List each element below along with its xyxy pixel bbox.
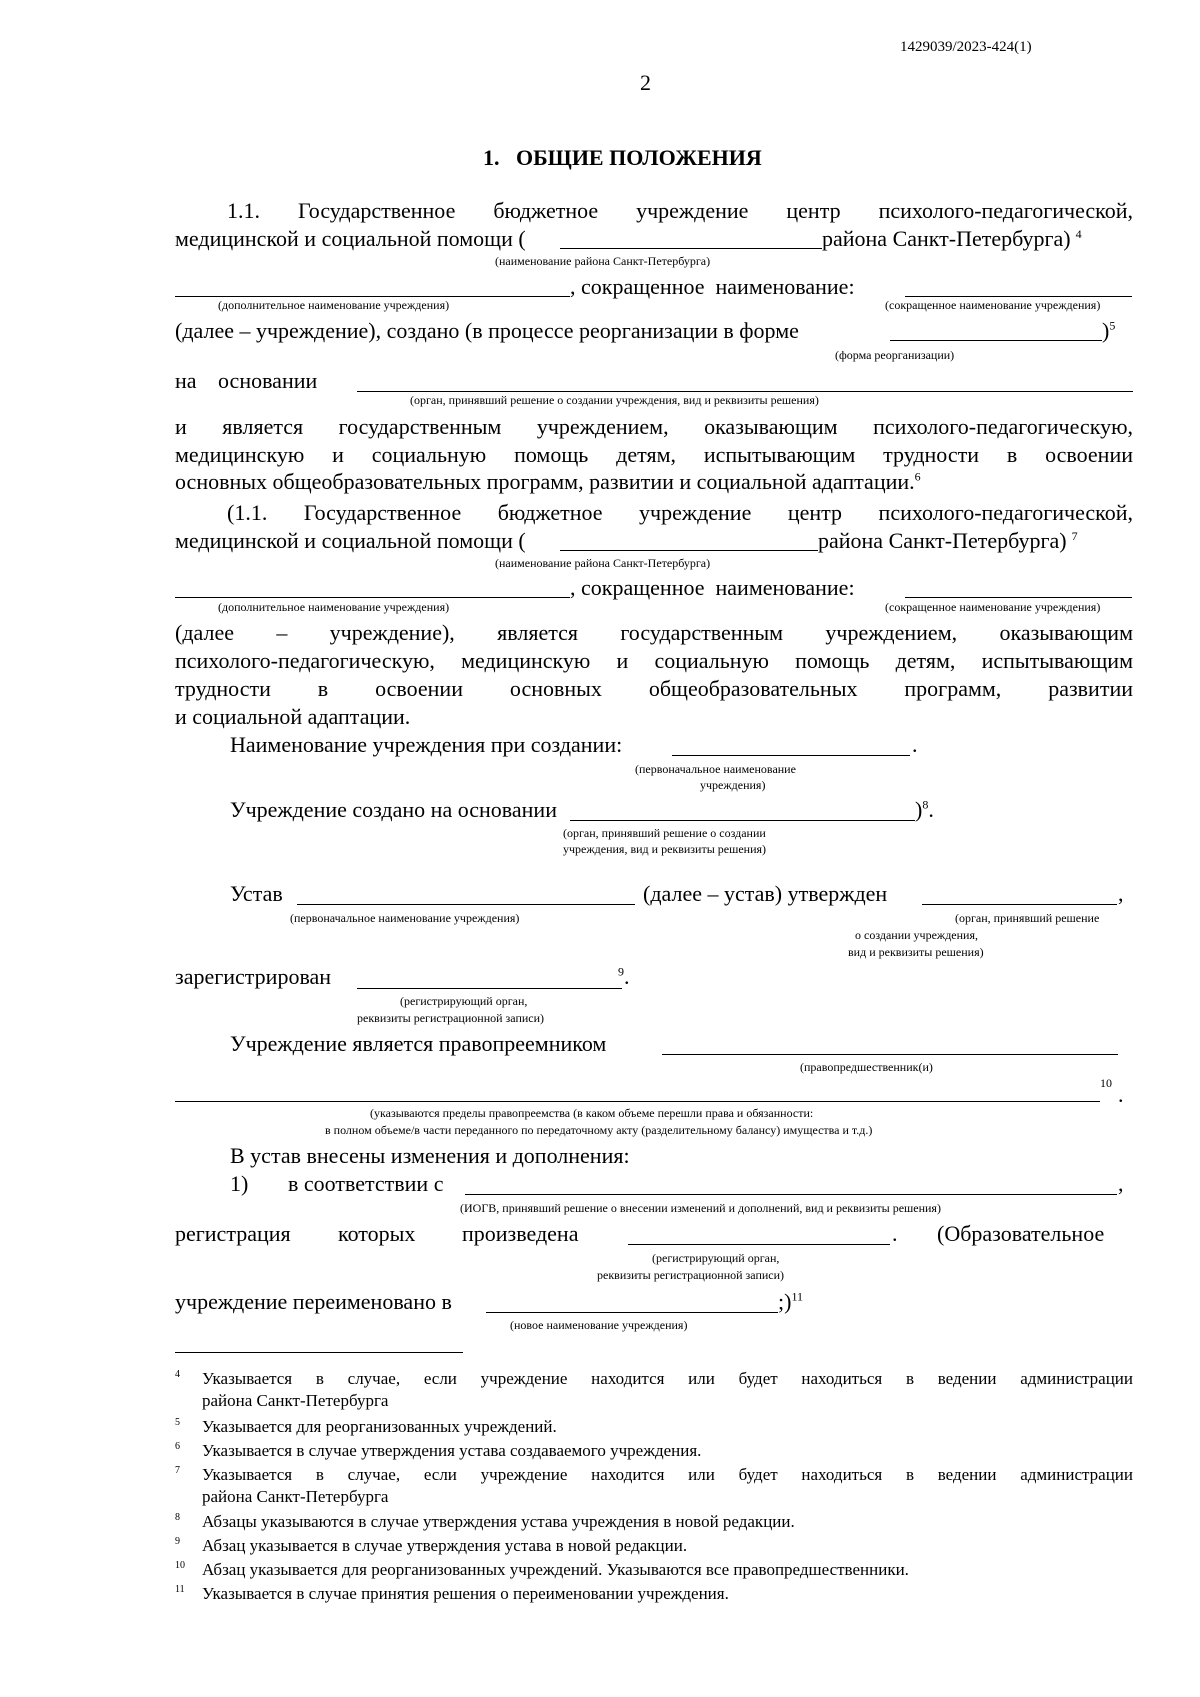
registered-cap-1: (регистрирующий орган, [400, 994, 528, 1008]
footnote-10 [175, 1560, 1133, 1580]
p2-line1: (1.1. Государственное бюджетное учреждение центр психолого-педагогической, [227, 500, 1133, 525]
p2-cap-short: (сокращенное наименование учреждения) [885, 600, 1101, 614]
p2-short-blank[interactable] [905, 597, 1132, 598]
creation-basis-label: Учреждение создано на основании [230, 797, 557, 822]
amendments-cap-reg-1: (регистрирующий орган, [652, 1251, 780, 1265]
footnote-ref-5: 5 [1109, 318, 1116, 333]
footnote-10-text: Абзац указывается для реорганизованных учреждений. Указываются все правопредшественники. [202, 1560, 909, 1579]
creation-cap-name-2: учреждения) [700, 778, 766, 792]
footnote-ref-7: 7 [1071, 528, 1078, 543]
creation-basis-close [915, 797, 934, 823]
charter-cap-organ-3: вид и реквизиты решения) [848, 945, 984, 959]
footnote-7-line1: Указывается в случае, если учреждение находится или будет находиться в ведении администрации [202, 1465, 1133, 1484]
footnote-5 [175, 1417, 1133, 1437]
successor-cap-limits-2: в полном объеме/в части переданного по передаточному акту (разделительному балансу) имущества и т.д.) [325, 1123, 873, 1137]
p1-line2-end-text: района Санкт-Петербурга) [822, 226, 1071, 251]
p1-line6 [175, 469, 921, 495]
p2-cap-district: (наименование района Санкт-Петербурга) [495, 556, 711, 570]
p1-line3-close: )$^5$ [1102, 318, 1116, 343]
footnote-9-num: 9 [175, 1536, 180, 1547]
footnote-8-text: Абзацы указываются в случае утверждения устава учреждения в новой редакции. [202, 1512, 795, 1531]
amendments-reg-dot: . [892, 1221, 898, 1246]
p1-short-name-label: , сокращенное наименование: [570, 274, 855, 299]
p1-line6-text: основных общеобразовательных программ, развитии и социальной адаптации. [175, 469, 915, 494]
p2-short-name-label: , сокращенное наименование: [570, 575, 855, 600]
registered-dot: . [624, 964, 630, 989]
footnote-8 [175, 1512, 1133, 1532]
p1-line2-start: медицинской и социальной помощи ( [175, 226, 526, 251]
creation-cap-basis-1: (орган, принявший решение о создании [563, 826, 766, 840]
amendments-item-comma: , [1118, 1171, 1124, 1196]
p1-line1: 1.1. Государственное бюджетное учреждение центр психолого-педагогической, [227, 198, 1133, 223]
p1-cap-short: (сокращенное наименование учреждения) [885, 298, 1101, 312]
amendments-item-num: 1) [230, 1171, 249, 1196]
amendments-renamed-paren: ;) [778, 1289, 792, 1314]
p1-cap-district: (наименование района Санкт-Петербурга) [495, 254, 711, 268]
amendments-iogv-blank[interactable] [465, 1194, 1117, 1195]
creation-cap-basis-2: учреждения, вид и реквизиты решения) [563, 842, 767, 856]
charter-label: Устав [230, 881, 283, 906]
footnote-6-num: 6 [175, 1441, 180, 1452]
p2-additional-blank[interactable] [175, 597, 570, 598]
footnote-11 [175, 1584, 1133, 1604]
footnote-4 [175, 1369, 1133, 1409]
p1-basis-na: на [175, 368, 197, 393]
page-number: 2 [640, 70, 651, 95]
amendments-reg-w2: которых [338, 1221, 416, 1246]
charter-middle: (далее – устав) утвержден [643, 881, 888, 906]
p1-short-blank[interactable] [905, 296, 1132, 297]
document-code: 1429039/2023-424(1) [900, 39, 1032, 55]
p2-cap-additional: (дополнительное наименование учреждения) [218, 600, 450, 614]
charter-cap-organ-1: (орган, принявший решение [955, 911, 1100, 925]
successor-dot: . [1118, 1082, 1124, 1107]
p1-line2-end [822, 226, 1082, 252]
p1-district-blank[interactable] [560, 248, 822, 249]
charter-comma: , [1118, 881, 1124, 906]
amendments-renamed-label: учреждение переименовано в [175, 1289, 452, 1314]
footnote-separator [175, 1352, 463, 1353]
amendments-reg-w4: (Образовательное [937, 1221, 1105, 1246]
footnote-9 [175, 1536, 1133, 1556]
creation-name-label: Наименование учреждения при создании: [230, 732, 623, 757]
footnote-4-num: 4 [175, 1369, 180, 1380]
charter-initial-blank[interactable] [297, 904, 635, 905]
successor-cap-pred: (правопредшественник(и) [800, 1060, 933, 1074]
amendments-cap-new-name: (новое наименование учреждения) [510, 1318, 688, 1332]
footnote-4-line2: района Санкт-Петербурга [202, 1391, 389, 1410]
p1-form-blank[interactable] [890, 340, 1102, 341]
footnote-7-line2: района Санкт-Петербурга [202, 1487, 389, 1506]
footnote-ref-8: 8 [922, 797, 929, 812]
amendments-cap-reg-2: реквизиты регистрационной записи) [597, 1268, 785, 1282]
p1-line4: и является государственным учреждением, оказывающим психолого-педагогическую, [175, 414, 1133, 439]
footnote-5-text: Указывается для реорганизованных учреждений. [202, 1417, 557, 1436]
registered-end [618, 964, 630, 990]
footnote-10-num: 10 [175, 1560, 185, 1571]
p1-additional-blank[interactable] [175, 296, 570, 297]
charter-organ-blank[interactable] [922, 904, 1117, 905]
amendments-reg-w1: регистрация [175, 1221, 291, 1246]
successor-blank[interactable] [662, 1054, 1118, 1055]
charter-cap-initial: (первоначальное наименование учреждения) [290, 911, 520, 925]
footnote-7-num: 7 [175, 1465, 180, 1476]
successor-cap-limits-1: (указываются пределы правопреемства (в каком объеме перешли права и обязанности: [370, 1106, 814, 1120]
creation-basis-blank[interactable] [570, 820, 915, 821]
amendments-intro: В устав внесены изменения и дополнения: [230, 1143, 630, 1168]
creation-basis-paren: ) [915, 797, 923, 822]
section-title: 1. ОБЩИЕ ПОЛОЖЕНИЯ [483, 145, 762, 170]
amendments-item-text: в соответствии с [288, 1171, 444, 1196]
p1-basis-word: основании [218, 368, 318, 393]
footnote-11-text: Указывается в случае принятия решения о переименовании учреждения. [202, 1584, 729, 1603]
charter-cap-organ-2: о создании учреждения, [855, 928, 978, 942]
amendments-reg-blank[interactable] [628, 1244, 890, 1245]
footnote-6 [175, 1441, 1133, 1461]
registered-blank[interactable] [357, 988, 622, 989]
footnote-7 [175, 1465, 1133, 1505]
footnote-ref-9: 9 [618, 964, 624, 979]
footnote-ref-6: 6 [914, 469, 921, 484]
footnote-11-num: 11 [175, 1584, 185, 1595]
footnote-6-text: Указывается в случае утверждения устава создаваемого учреждения. [202, 1441, 702, 1460]
p1-cap-form: (форма реорганизации) [835, 348, 955, 362]
p2-line2-start: медицинской и социальной помощи ( [175, 528, 526, 553]
p1-line3: (далее – учреждение), создано (в процессе реорганизации в форме [175, 318, 799, 343]
successor-label: Учреждение является правопреемником [230, 1031, 607, 1056]
creation-name-blank[interactable] [672, 755, 910, 756]
creation-name-end: . [912, 732, 918, 757]
p1-cap-organ: (орган, принявший решение о создании учреждения, вид и реквизиты решения) [410, 393, 819, 407]
footnote-9-text: Абзац указывается в случае утверждения устава в новой редакции. [202, 1536, 688, 1555]
footnote-5-num: 5 [175, 1417, 180, 1428]
registered-cap-2: реквизиты регистрационной записи) [357, 1011, 545, 1025]
p1-line5: медицинскую и социальную помощь детям, испытывающим трудности в освоении [175, 442, 1133, 467]
creation-cap-name-1: (первоначальное наименование [635, 762, 796, 776]
p2-line2-end-text: района Санкт-Петербурга) [818, 528, 1067, 553]
amendments-cap-iogv: (ИОГВ, принявший решение о внесении изменений и дополнений, вид и реквизиты решения) [460, 1201, 941, 1215]
amendments-renamed-blank[interactable] [486, 1312, 778, 1313]
registered-label: зарегистрирован [175, 964, 332, 989]
footnote-ref-11: 11 [791, 1289, 804, 1304]
p2-line2-end [818, 528, 1078, 554]
amendments-reg-w3: произведена [462, 1221, 579, 1246]
p1-organ-blank[interactable] [357, 391, 1133, 392]
p2-district-blank[interactable] [560, 550, 818, 551]
amendments-renamed-end [778, 1289, 803, 1315]
footnote-ref-4: 4 [1075, 226, 1082, 241]
successor-limits-blank[interactable] [175, 1101, 1100, 1102]
p2-line4: психолого-педагогическую, медицинскую и социальную помощь детям, испытывающим [175, 648, 1133, 673]
creation-basis-dot: . [928, 797, 934, 822]
p2-line3: (далее – учреждение), является государственным учреждением, оказывающим [175, 620, 1133, 645]
footnote-4-line1: Указывается в случае, если учреждение находится или будет находиться в ведении администрации [202, 1369, 1133, 1388]
p2-line5: трудности в освоении основных общеобразовательных программ, развитии [175, 676, 1133, 701]
p1-cap-additional: (дополнительное наименование учреждения) [218, 298, 450, 312]
footnote-8-num: 8 [175, 1512, 180, 1523]
p2-line6: и социальной адаптации. [175, 704, 411, 729]
footnote-ref-10: 10 [1100, 1076, 1112, 1090]
